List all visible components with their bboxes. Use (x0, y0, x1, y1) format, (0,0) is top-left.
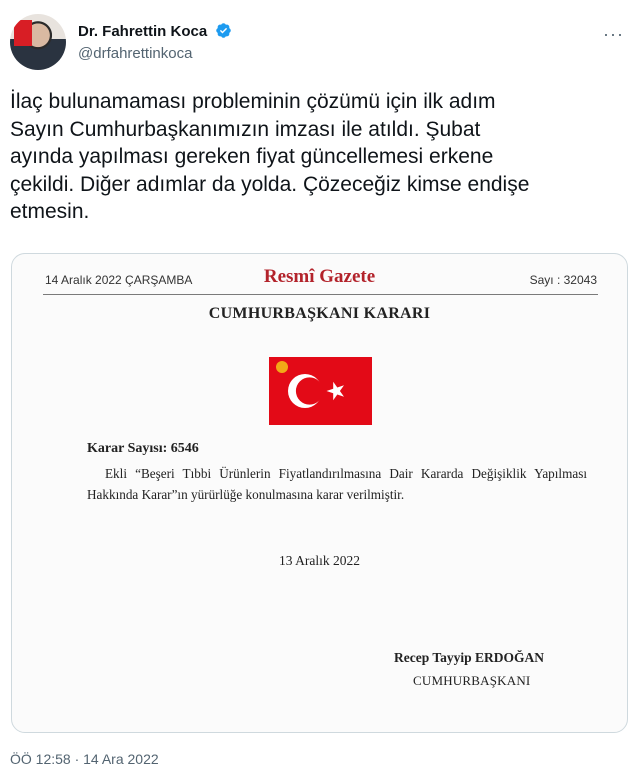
sign-date: 13 Aralık 2022 (279, 553, 360, 568)
gazette-issue: Sayı : 32043 (529, 273, 597, 287)
decree-body: Ekli “Beşeri Tıbbi Ürünlerin Fiyatlandırılmasına Dair Kararda Değişiklik Yapılması Hakkında Karar”ın yürürlüğe konulmasına karar verilmiştir. (87, 466, 587, 502)
attached-image[interactable] (11, 253, 628, 733)
more-options-icon[interactable]: ··· (603, 24, 624, 44)
decision-number: Karar Sayısı: 6546 (87, 441, 199, 456)
signer-title: CUMHURBAŞKANI (413, 673, 531, 688)
gazette-date: 14 Aralık 2022 ÇARŞAMBA (45, 273, 193, 287)
tweet-text: İlaç bulunamaması probleminin çözümü için ilk adım Sayın Cumhurbaşkanımızın imzası ile atıldı. Şubat ayında yapılması gereken fiyat güncellemesi erkene çekildi. Diğer adımlar da yolda. Çözeceğiz kimse endişe etmesin. (10, 90, 530, 223)
tweet-timestamp[interactable]: ÖÖ 12:58 · 14 Ara 2022 (10, 751, 159, 767)
tweet-header (10, 10, 630, 70)
author-handle[interactable]: @drfahrettinkoca (78, 45, 193, 62)
author-display-name[interactable] (78, 22, 232, 40)
avatar[interactable] (10, 14, 66, 70)
decree-heading: CUMHURBAŞKANI KARARI (208, 305, 431, 322)
author-name-text[interactable]: Dr. Fahrettin Koca (78, 23, 208, 40)
signer-name: Recep Tayyip ERDOĞAN (394, 650, 545, 665)
turkish-flag-icon (269, 357, 372, 425)
gazette-document (12, 254, 627, 732)
verified-badge-icon (215, 22, 232, 39)
gazette-title: Resmî Gazete (263, 266, 376, 287)
gazette-divider (43, 294, 598, 295)
